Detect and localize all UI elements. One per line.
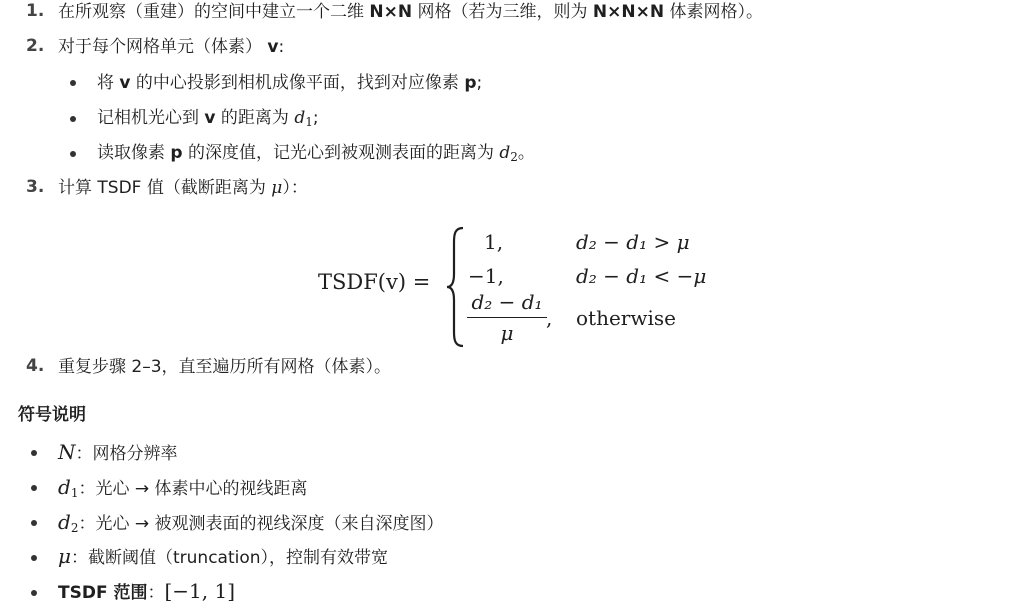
step-2-sub-1 [97,72,482,94]
symbol-item-mu [58,545,388,569]
symbols-heading: 符号说明 [18,405,86,425]
step-2-post: : [278,37,285,57]
symbol-d2-subscript: 2 [70,521,79,535]
tsdf-range-value: [−1, 1] [164,579,236,603]
case-1-condition: d₂ − d₁ > μ [576,230,690,254]
sub-2-pre: 记相机光心到 [97,108,205,128]
symbol-d2-desc: ：光心 → 被观测表面的视线深度（来自深度图） [78,514,444,534]
sub-2-post: 的距离为 [215,108,295,128]
bullet-dot [31,590,37,596]
tsdf-range-label: TSDF 范围 [58,583,148,603]
step-2-sub-2 [97,107,319,133]
step-1-grid-3d: N×N×N [592,2,665,22]
step-3-pre: 计算 TSDF 值（截断距离为 [58,178,272,198]
sub-1-voxel: v [119,73,131,93]
formula-lhs: TSDF(v) = [318,270,431,294]
symbol-n-desc: ：网格分辨率 [75,444,178,464]
symbol-d1-desc: ：光心 → 体素中心的视线距离 [78,479,308,499]
sub-3-subscript: 2 [510,150,518,164]
tsdf-formula [318,224,738,354]
bullet-dot [31,555,37,561]
sub-1-pixel: p [464,73,477,93]
case-1-value: 1, [484,230,504,254]
step-number-1: 1. [26,1,45,21]
sub-1-post: 的中心投影到相机成像平面，找到对应像素 [130,73,465,93]
step-4-text: 重复步骤 2–3，直至遍历所有网格（体素）。 [58,357,392,377]
step-1-grid-2d: N×N [369,2,413,22]
sub-3-end: 。 [517,143,535,163]
step-2-sub-3 [97,142,535,168]
sub-1-end: ; [476,73,483,93]
tsdf-range-colon: ： [147,583,165,603]
bullet-dot [70,80,76,86]
fraction-bar [467,317,547,318]
symbol-d2: d [58,510,71,534]
sub-2-voxel: v [204,108,216,128]
step-3-post: ）： [282,178,308,198]
step-number-2: 2. [26,36,45,56]
bullet-dot [70,116,76,122]
symbol-d1-subscript: 1 [70,486,79,500]
step-1-text [58,1,763,23]
step-3-text [58,177,308,199]
fraction-denominator: μ [500,321,514,345]
sub-2-symbol: d [294,108,306,128]
symbol-mu-desc: ：截断阈值（truncation），控制有效带宽 [71,548,389,568]
symbol-item-range [58,580,235,604]
case-3-fraction [467,290,547,345]
step-number-3: 3. [26,177,45,197]
step-number-4: 4. [26,356,45,376]
case-3-comma: , [546,306,553,330]
bullet-dot [31,520,37,526]
bullet-dot [31,485,37,491]
symbol-mu: μ [58,544,71,568]
fraction-numerator: d₂ − d₁ [471,290,543,314]
step-1-pre: 在所观察（重建）的空间中建立一个二维 [58,2,370,22]
sub-3-symbol: d [499,143,511,163]
symbol-d1: d [58,475,71,499]
sub-3-post: 的深度值，记光心到被观测表面的距离为 [182,143,500,163]
case-2-value: −1, [468,264,504,288]
step-3-mu: μ [271,178,283,198]
step-2-voxel: v [267,37,279,57]
case-3-condition: otherwise [576,306,676,330]
symbol-item-d2 [58,511,444,539]
symbol-item-d1 [58,476,308,504]
bullet-dot [31,450,37,456]
sub-3-pre: 读取像素 [97,143,171,163]
case-2-condition: d₂ − d₁ < −μ [576,264,707,288]
sub-2-subscript: 1 [305,115,313,129]
step-2-text [58,36,284,58]
sub-2-end: ; [312,108,319,128]
step-2-pre: 对于每个网格单元（体素） [58,37,268,57]
step-1-post: 体素网格）。 [664,2,763,22]
symbol-item-n [58,441,178,465]
left-brace-icon [446,226,466,348]
step-1-mid: 网格（若为三维，则为 [412,2,593,22]
sub-1-pre: 将 [97,73,120,93]
bullet-dot [70,151,76,157]
symbol-n: N [58,440,76,464]
sub-3-pixel: p [170,143,183,163]
